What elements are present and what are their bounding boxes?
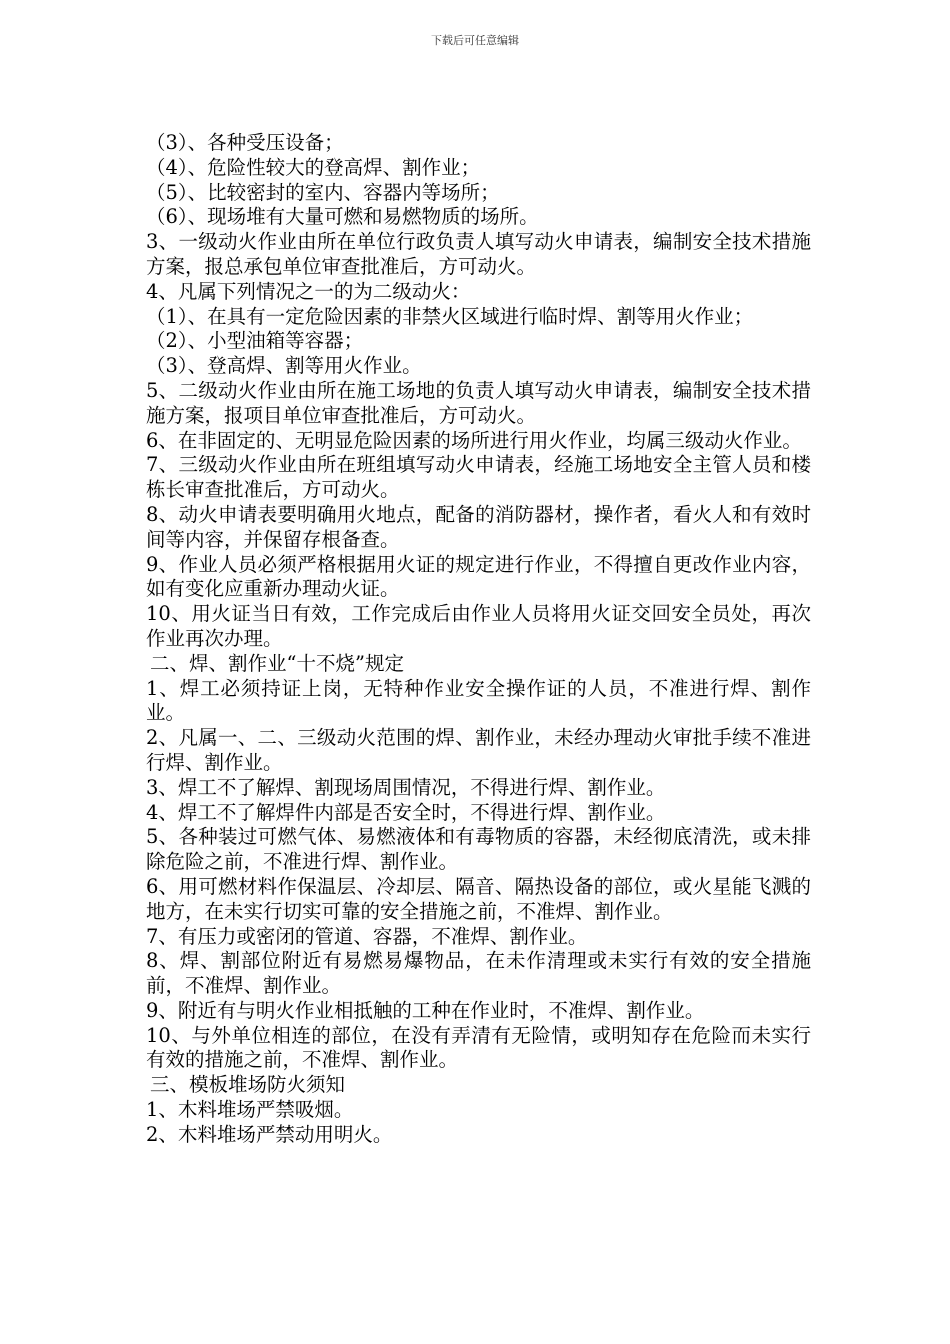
rule-item-no-open-flame: 2、木料堆场严禁动用明火。 [146, 1122, 393, 1146]
paragraph-third-level-fire-work: 7、三级动火作业由所在班组填写动火申请表，经施工场地安全主管人员和楼栋长审查批准后，方可动火。 [146, 453, 811, 502]
paragraph-permit-validity: 10、用火证当日有效，工作完成后由作业人员将用火证交回安全员处，再次作业再次办理。 [146, 602, 811, 650]
rule-item-workpiece-safety: 4、焊工不了解焊件内部是否安全时，不得进行焊、割作业。 [146, 800, 666, 824]
page-header: 下载后可任意编辑 [431, 34, 519, 47]
paragraph-second-level-conditions: 4、凡属下列情况之一的为二级动火： [146, 279, 471, 303]
paragraph-permit-compliance: 9、作业人员必须严格根据用火证的规定进行作业，不得擅自更改作业内容，如有变化应重新办理动火证。 [146, 552, 811, 601]
list-item-flammable-storage: （6）、现场堆有大量可燃和易燃物质的场所。 [146, 205, 539, 229]
list-item-sealed-rooms: （5）、比较密封的室内、容器内等场所； [146, 180, 500, 204]
list-item-high-altitude-welding: （4）、危险性较大的登高焊、割作业； [146, 155, 481, 179]
list-item-small-tanks: （2）、小型油箱等容器； [146, 329, 364, 353]
list-item-high-altitude-fire-work: （3）、登高焊、割等用火作业。 [146, 354, 422, 378]
paragraph-second-level-fire-work: 5、二级动火作业由所在施工场地的负责人填写动火申请表，编制安全技术措施方案，报项目单位审查批准后，方可动火。 [146, 378, 811, 427]
section-heading-formwork-yard: 三、模板堆场防火须知 [150, 1073, 346, 1097]
paragraph-first-level-fire-work: 3、一级动火作业由所在单位行政负责人填写动火申请表，编制安全技术措施方案，报总承包单位审查批准后，方可动火。 [146, 230, 811, 278]
rule-item-approval-required: 2、凡属一、二、三级动火范围的焊、割作业，未经办理动火审批手续不准进行焊、割作业。 [146, 726, 811, 774]
paragraph-third-level-definition: 6、在非固定的、无明显危险因素的场所进行用火作业，均属三级动火作业。 [146, 428, 802, 452]
rule-item-certified-welder: 1、焊工必须持证上岗，无特种作业安全操作证的人员，不准进行焊、割作业。 [146, 676, 811, 725]
rule-item-adjacent-units: 10、与外单位相连的部位，在没有弄清有无险情，或明知存在危险而未实行有效的措施之前，不准焊、割作业。 [146, 1023, 811, 1072]
rule-item-no-smoking: 1、木料堆场严禁吸烟。 [146, 1098, 354, 1122]
rule-item-pressurized-pipes: 7、有压力或密闭的管道、容器，不准焊、割作业。 [146, 924, 588, 948]
list-item-pressure-equipment: （3）、各种受压设备； [146, 131, 344, 154]
rule-item-container-cleaning: 5、各种装过可燃气体、易燃液体和有毒物质的容器，未经彻底清洗，或未排除危险之前，不准进行焊、割作业。 [146, 825, 811, 874]
list-item-non-restricted-area: （1）、在具有一定危险因素的非禁火区域进行临时焊、割等用火作业； [146, 304, 754, 328]
paragraph-application-form: 8、动火申请表要明确用火地点，配备的消防器材，操作者，看火人和有效时间等内容，并保留存根备查。 [146, 502, 811, 551]
rule-item-nearby-explosives: 8、焊、割部位附近有易燃易爆物品，在未作清理或未实行有效的安全措施前，不准焊、割作业。 [146, 949, 811, 998]
section-heading-ten-no-burn: 二、焊、割作业“十不烧”规定 [150, 651, 404, 675]
document-body [146, 131, 811, 1148]
rule-item-site-awareness: 3、焊工不了解焊、割现场周围情况，不得进行焊、割作业。 [146, 775, 666, 799]
rule-item-flammable-insulation: 6、用可燃材料作保温层、冷却层、隔音、隔热设备的部位，或火星能飞溅的地方，在未实行切实可靠的安全措施之前，不准焊、割作业。 [146, 874, 811, 923]
rule-item-conflicting-work: 9、附近有与明火作业相抵触的工种在作业时，不准焊、割作业。 [146, 998, 705, 1022]
